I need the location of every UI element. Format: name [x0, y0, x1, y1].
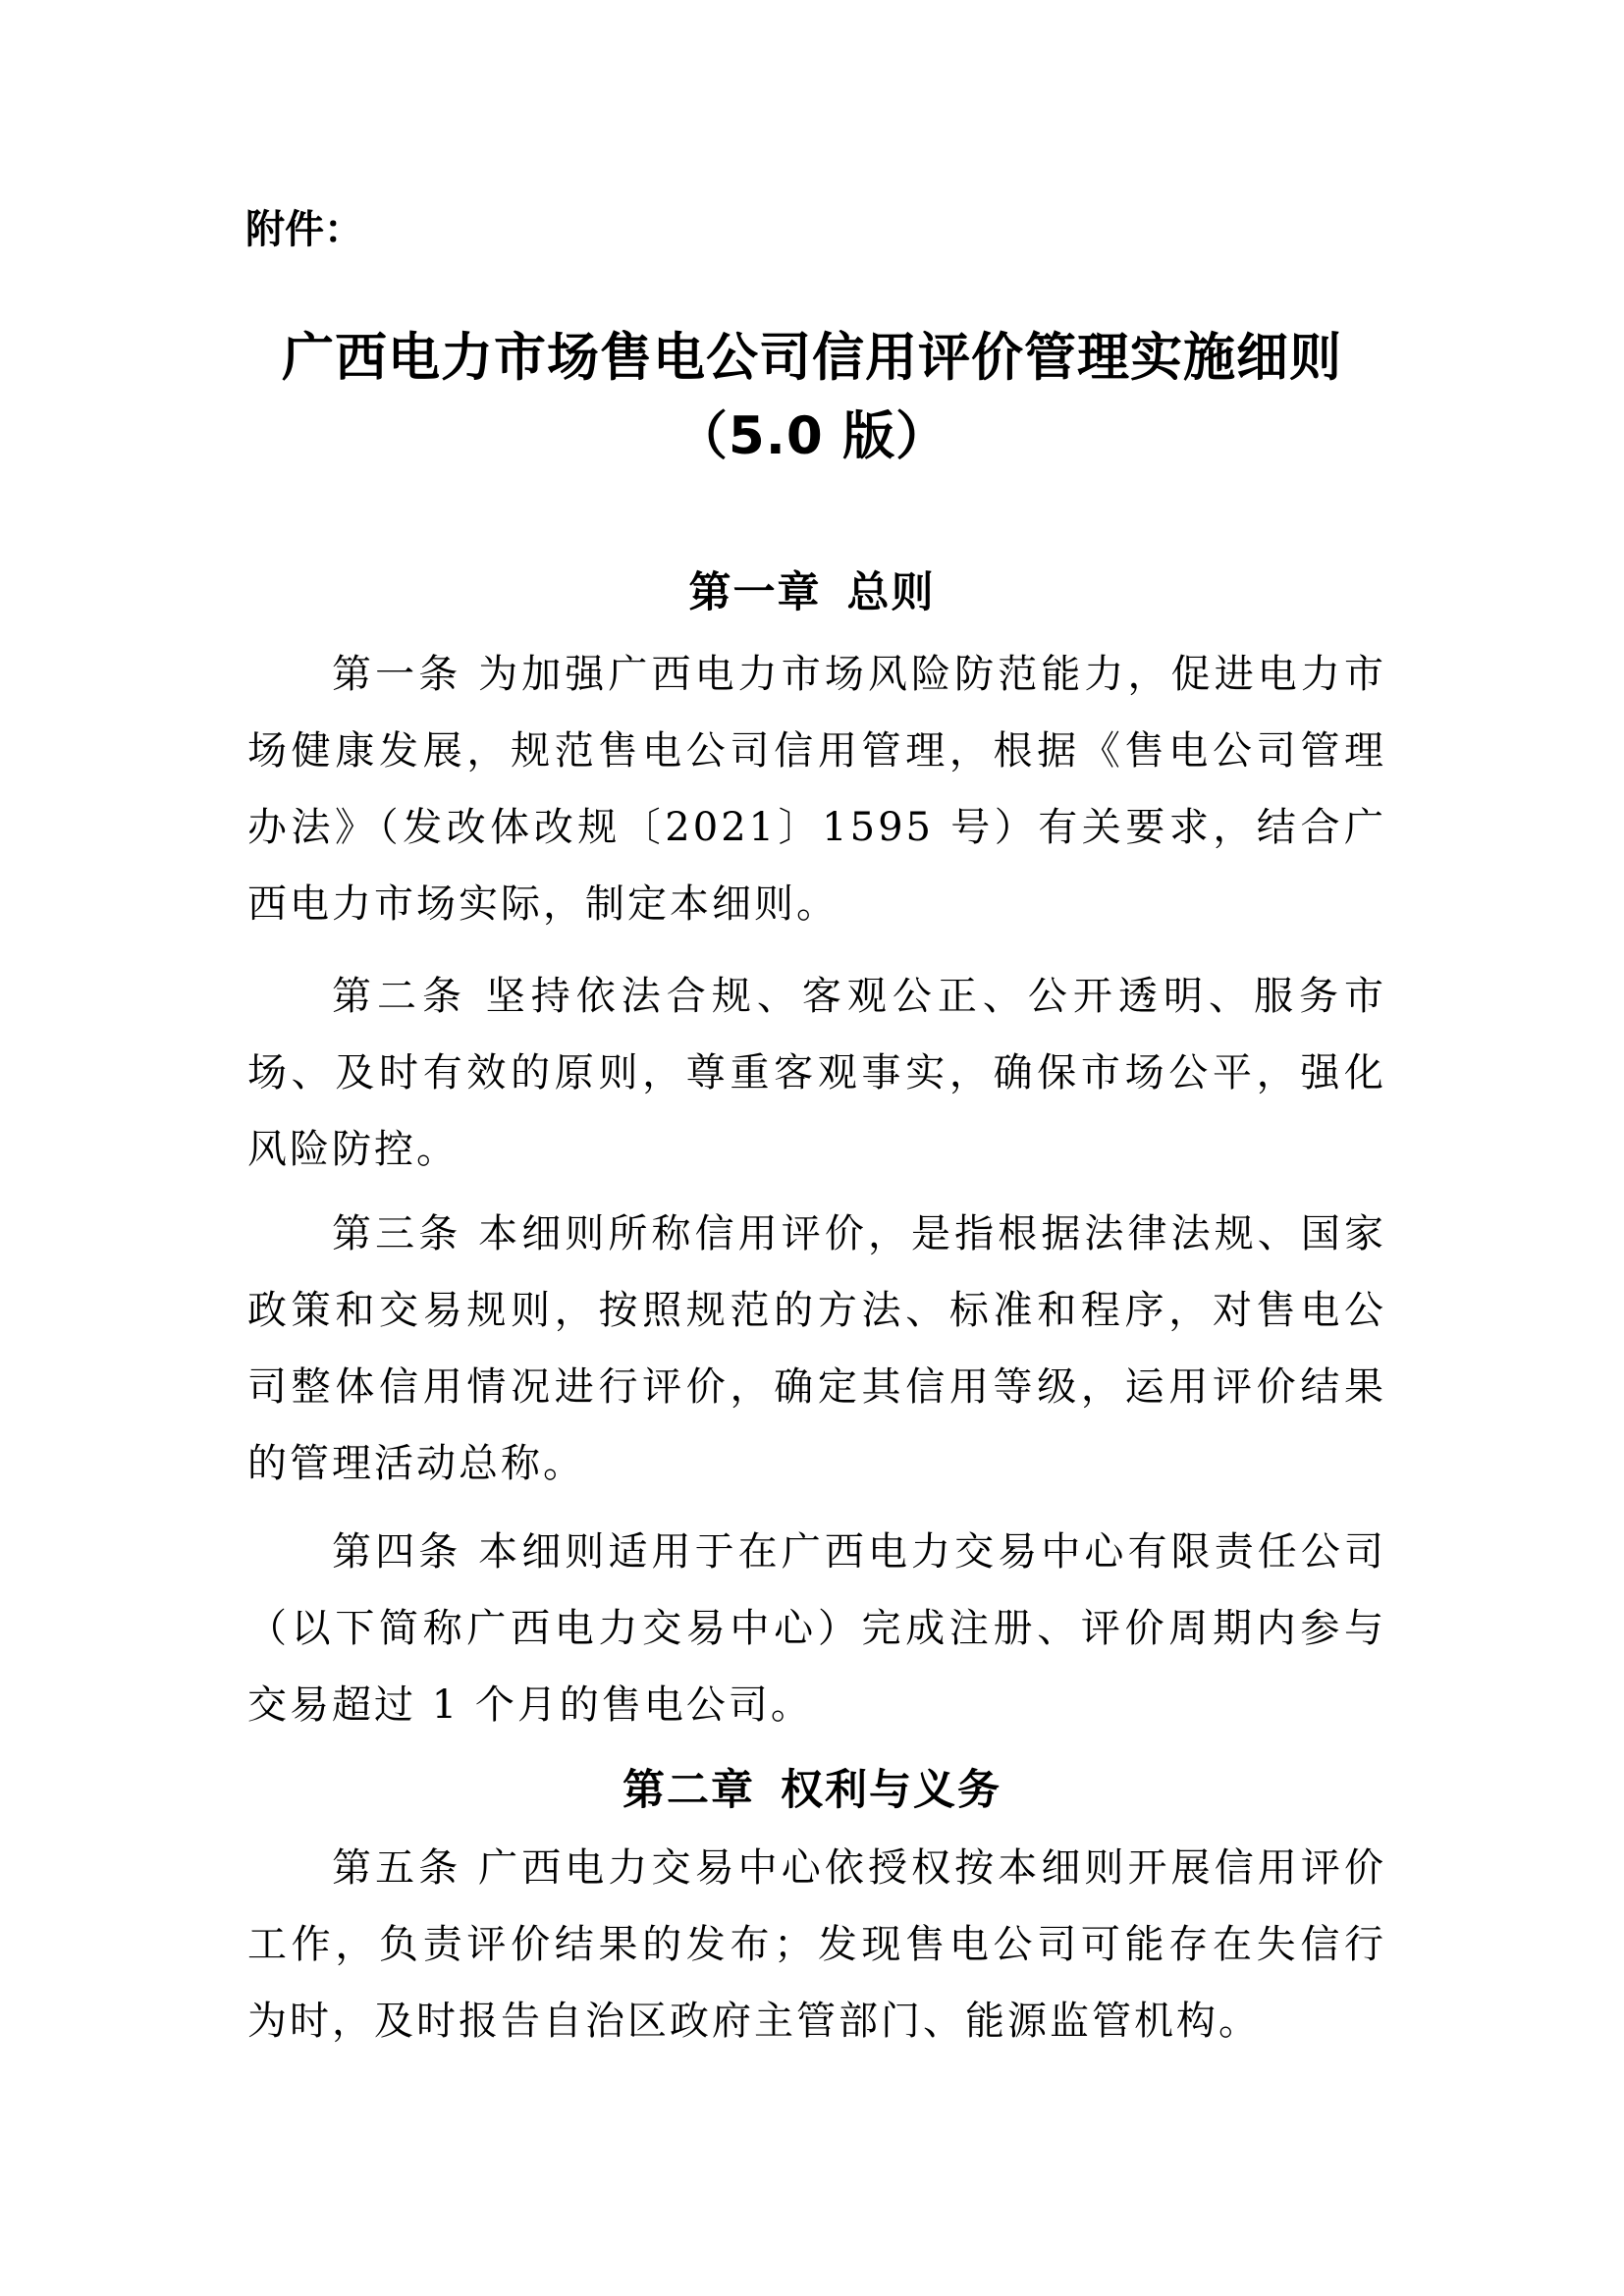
article-1: 第一条 为加强广西电力市场风险防范能力，促进电力市场健康发展，规范售电公司信用管理，根据《售电公司管理办法》（发改体改规〔2021〕1595 号）有关要求，结合广西电力市场实际，制定本细则。	[247, 652, 1386, 927]
document-version: （5.0 版）	[675, 406, 949, 466]
chapter-heading-2	[0, 1761, 1624, 1820]
article-5: 第五条 广西电力交易中心依授权按本细则开展信用评价工作，负责评价结果的发布；发现售电公司可能存在失信行为时，及时报告自治区政府主管部门、能源监管机构。	[247, 1845, 1386, 2044]
chapter-name: 权利与义务	[781, 1766, 1001, 1815]
chapter-number: 第一章	[688, 568, 822, 617]
chapter-name: 总则	[846, 568, 936, 617]
chapter-number: 第二章	[623, 1766, 755, 1815]
document-title: 广西电力市场售电公司信用评价管理实施细则	[282, 328, 1342, 388]
chapter-heading-1	[0, 563, 1624, 622]
article-4: 第四条 本细则适用于在广西电力交易中心有限责任公司（以下简称广西电力交易中心）完成注册、评价周期内参与交易超过 1 个月的售电公司。	[247, 1529, 1386, 1728]
article-2: 第二条 坚持依法合规、客观公正、公开透明、服务市场、及时有效的原则，尊重客观事实，确保市场公平，强化风险防控。	[247, 974, 1386, 1172]
attachment-label: 附件：	[245, 207, 363, 252]
article-3: 第三条 本细则所称信用评价，是指根据法律法规、国家政策和交易规则，按照规范的方法、标准和程序，对售电公司整体信用情况进行评价，确定其信用等级，运用评价结果的管理活动总称。	[247, 1211, 1386, 1486]
